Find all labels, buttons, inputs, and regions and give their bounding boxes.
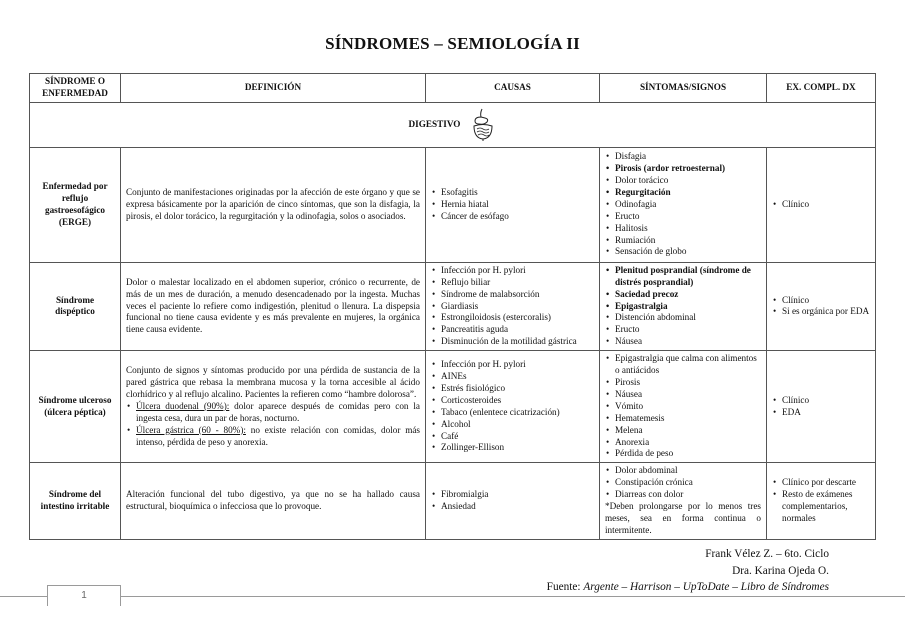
causes-cell [426, 147, 600, 262]
list-item: • Náusea [615, 389, 761, 401]
list-item [136, 425, 420, 449]
page-number: 1 [47, 585, 121, 606]
list-item: • Esofagitis [441, 187, 594, 199]
list-item: • Vómito [615, 401, 761, 413]
ulcer-type-label: Úlcera gástrica (60 - 80%): [136, 424, 246, 435]
list-item: • Hematemesis [615, 413, 761, 425]
table-header-row [30, 74, 876, 103]
list-item: • Clínico por descarte [782, 477, 870, 489]
list-item: • Café [441, 431, 594, 443]
list-item: • Alcohol [441, 419, 594, 431]
syndrome-name: Enfermedad por reflujo gastroesofágico (ERGE) [30, 147, 121, 262]
list-item: • Si es orgánica por EDA [782, 306, 870, 318]
table-row [30, 463, 876, 539]
table-row [30, 147, 876, 262]
list-item: • Eructo [615, 211, 761, 223]
causes-cell [426, 351, 600, 463]
list-item: • Pérdida de peso [615, 448, 761, 460]
table-row [30, 262, 876, 350]
symptoms-cell [600, 463, 767, 539]
list-item: • Hernia hiatal [441, 199, 594, 211]
list-item: • Reflujo biliar [441, 277, 594, 289]
definition-cell: Dolor o malestar localizado en el abdomen superior, crónico o recurrente, de más de un mes de duración, a menudo desencadenado por la ingesta. Muchas veces el paciente lo refiere como indigestión, plenitud o llenura. La dispepsia funcional no tiene causa evidente y es más prevalente en mujeres, la orgánica tiene causa evidente. [121, 262, 426, 350]
list-item: • Ansiedad [441, 501, 594, 513]
list-item: • Clínico [782, 295, 870, 307]
page-divider [0, 596, 905, 597]
ulcer-type-label: Úlcera duodenal (90%): [136, 400, 230, 411]
syndromes-table [29, 73, 876, 540]
list-item: • Zollinger-Ellison [441, 442, 594, 454]
list-item: • Melena [615, 425, 761, 437]
list-item: • Odinofagia [615, 199, 761, 211]
list-item: • Corticosteroides [441, 395, 594, 407]
list-item: • Sensación de globo [615, 246, 761, 258]
header-symptoms: SÍNTOMAS/SIGNOS [600, 74, 767, 103]
list-item: • Pancreatitis aguda [441, 324, 594, 336]
list-item: • Halitosis [615, 223, 761, 235]
syndrome-name: Síndrome ulceroso (úlcera péptica) [30, 351, 121, 463]
list-item: • Diarreas con dolor [615, 489, 761, 501]
list-item: • Constipación crónica [615, 477, 761, 489]
list-item: • Epigastralgia [615, 301, 761, 313]
footer-teacher: Dra. Karina Ojeda O. [732, 565, 829, 577]
list-item: • Dolor abdominal [615, 465, 761, 477]
source-text: Argente – Harrison – UpToDate – Libro de Síndromes [583, 581, 829, 593]
causes-cell [426, 262, 600, 350]
digestive-system-icon [470, 108, 496, 142]
list-item: • Pirosis (ardor retroesternal) [615, 163, 761, 175]
header-syndrome: SÍNDROME O ENFERMEDAD [30, 74, 121, 103]
list-item: • Infección por H. pylori [441, 359, 594, 371]
definition-cell: Alteración funcional del tubo digestivo, ya que no se ha hallado causa estructural, bioquímica o infecciosa que lo provoque. [121, 463, 426, 539]
list-item: • Regurgitación [615, 187, 761, 199]
section-label: DIGESTIVO [408, 118, 461, 129]
list-item: • Saciedad precoz [615, 289, 761, 301]
section-row [30, 102, 876, 147]
header-definition: DEFINICIÓN [121, 74, 426, 103]
symptoms-cell [600, 147, 767, 262]
footer-author: Frank Vélez Z. – 6to. Ciclo [705, 548, 829, 560]
list-item: • Pirosis [615, 377, 761, 389]
list-item: • Tabaco (enlentece cicatrización) [441, 407, 594, 419]
list-item: • Fibromialgia [441, 489, 594, 501]
symptoms-cell [600, 351, 767, 463]
list-item: • Estrés fisiológico [441, 383, 594, 395]
list-item [136, 401, 420, 425]
source-label: Fuente: [546, 581, 584, 593]
syndrome-name: Síndrome del intestino irritable [30, 463, 121, 539]
list-item: • Clínico [782, 395, 870, 407]
list-item: • Resto de exámenes complementarios, normales [782, 489, 870, 525]
header-exams: EX. COMPL. DX [767, 74, 876, 103]
list-item: • Náusea [615, 336, 761, 348]
header-causes: CAUSAS [426, 74, 600, 103]
list-item: • Giardiasis [441, 301, 594, 313]
list-item: • Eructo [615, 324, 761, 336]
list-item: • Clínico [782, 199, 870, 211]
page-title: SÍNDROMES – SEMIOLOGÍA II [325, 34, 580, 53]
symptoms-note: *Deben prolongarse por lo menos tres meses, sea en forma continua o intermitente. [605, 501, 761, 535]
ulcer-type-text: no existe relación con comidas, dolor más intenso, pérdida de peso y anorexia. [136, 424, 421, 447]
definition-text: Conjunto de signos y síntomas producido por una pérdida de sustancia de la pared gástrica que rebasa la membrana mucosa y la torna accesible al ácido clorhídrico y al reflujo alcalino. Pacientes la refieren como “hambre dolorosa”. [126, 365, 420, 399]
list-item: • Plenitud posprandial (síndrome de distrés posprandial) [615, 265, 761, 289]
list-item: • EDA [782, 407, 870, 419]
list-item: • Síndrome de malabsorción [441, 289, 594, 301]
list-item: • AINEs [441, 371, 594, 383]
list-item: • Anorexia [615, 437, 761, 449]
syndrome-name: Síndrome dispéptico [30, 262, 121, 350]
exams-cell [767, 351, 876, 463]
list-item: • Epigastralgia que calma con alimentos o antiácidos [615, 353, 761, 377]
section-cell [30, 102, 876, 147]
definition-cell [121, 351, 426, 463]
exams-cell [767, 262, 876, 350]
list-item: • Disminución de la motilidad gástrica [441, 336, 594, 348]
list-item: • Cáncer de esófago [441, 211, 594, 223]
table-row [30, 351, 876, 463]
symptoms-cell [600, 262, 767, 350]
exams-cell [767, 147, 876, 262]
list-item: • Rumiación [615, 235, 761, 247]
list-item: • Estrongiloidosis (estercoralis) [441, 312, 594, 324]
ulcer-type-text: dolor aparece después de comidas pero con la ingesta cesa, dura un par de horas, nocturno. [136, 400, 420, 423]
causes-cell [426, 463, 600, 539]
definition-cell: Conjunto de manifestaciones originadas por la afección de este órgano y que se expresa básicamente por la aparición de cinco síntomas, que son la disfagia, la pirosis, el dolor torácico, la regurgitación y la odinofagia, solos o asociados. [121, 147, 426, 262]
list-item: • Dolor torácico [615, 175, 761, 187]
list-item: • Disfagia [615, 151, 761, 163]
exams-cell [767, 463, 876, 539]
list-item: • Distención abdominal [615, 312, 761, 324]
footer-source [547, 580, 829, 594]
list-item: • Infección por H. pylori [441, 265, 594, 277]
